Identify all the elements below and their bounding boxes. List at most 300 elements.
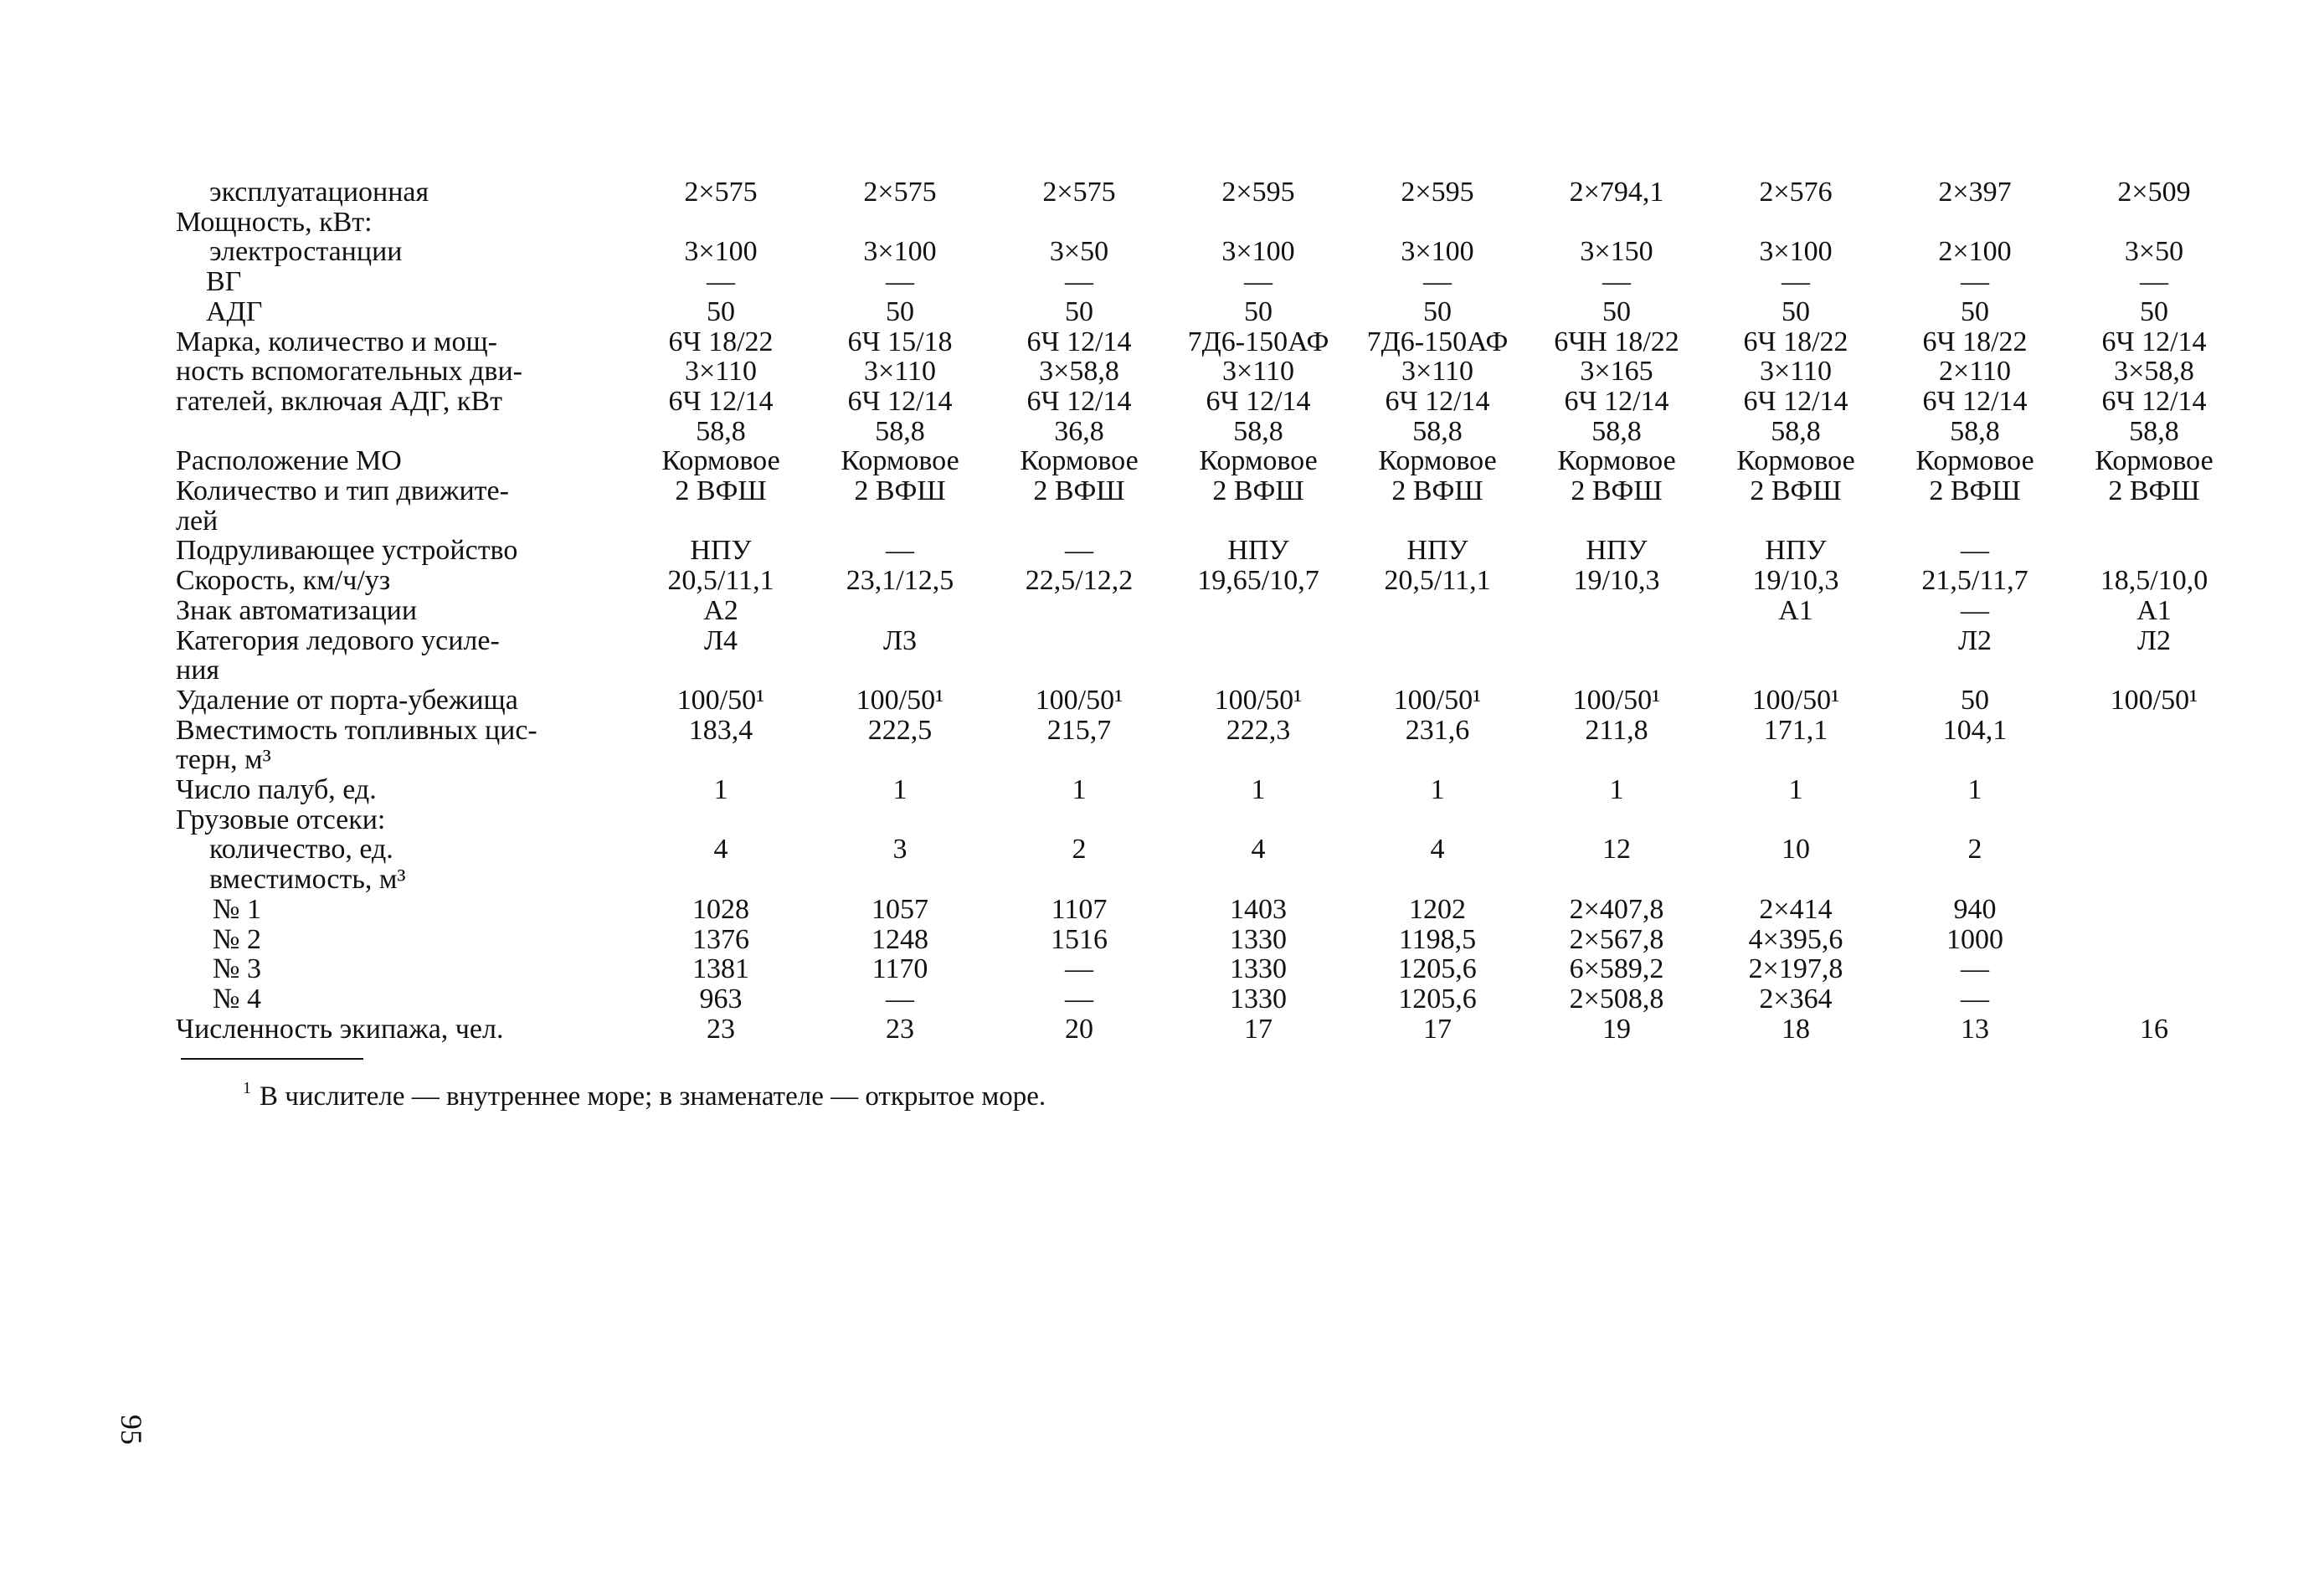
table-cell: 50 — [1782, 295, 1810, 327]
table-cell: 6Ч 15/18 — [847, 326, 953, 357]
table-cell: 10 — [1782, 834, 1810, 865]
table-cell: 3×110 — [1760, 356, 1832, 388]
table-cell: НПУ — [1227, 535, 1289, 567]
page-number: 95 — [115, 1415, 148, 1445]
table-cell: А1 — [2136, 594, 2172, 626]
table-cell — [631, 208, 810, 238]
table-cell — [810, 655, 990, 686]
table-cell: 20 — [1065, 1013, 1093, 1045]
table-cell: 100/50¹ — [676, 684, 765, 716]
table-cell: 58,8 — [1771, 415, 1821, 447]
table-cell: — — [1065, 953, 1093, 985]
table-cell: 1170 — [872, 953, 928, 985]
table-cell: 19/10,3 — [1752, 565, 1839, 597]
table-cell: 100/50¹ — [1393, 684, 1482, 716]
table-cell: 12 — [1602, 834, 1631, 865]
table-cell: 6×589,2 — [1569, 953, 1664, 985]
table-cell: 2×197,8 — [1748, 953, 1843, 985]
table-cell: НПУ — [1586, 535, 1648, 567]
row-label: гателей, включая АДГ, кВт — [176, 385, 502, 417]
table-cell: 2×110 — [1939, 356, 2011, 388]
table-cell — [1885, 208, 2064, 238]
table-row — [176, 954, 2244, 984]
table-cell: НПУ — [1406, 535, 1468, 567]
table-cell — [1706, 506, 1885, 537]
table-cell: 2×794,1 — [1569, 177, 1664, 208]
table-cell — [631, 655, 810, 686]
table-cell: 3×100 — [684, 236, 758, 268]
table-row — [176, 417, 2244, 447]
table-row — [176, 267, 2244, 297]
table-cell: 58,8 — [696, 415, 746, 447]
table-cell — [990, 506, 1169, 537]
table-cell: 2 ВФШ — [1571, 475, 1663, 507]
table-cell: 16 — [2140, 1013, 2168, 1045]
table-cell: — — [1782, 266, 1810, 298]
table-cell: 4×395,6 — [1748, 923, 1843, 955]
table-cell: 4 — [1430, 834, 1445, 865]
table-cell — [990, 626, 1169, 656]
table-cell: 222,3 — [1226, 714, 1291, 746]
table-cell — [1169, 865, 1348, 895]
table-cell — [810, 865, 990, 895]
table-cell: 50 — [1961, 295, 1989, 327]
table-cell: 100/50¹ — [1572, 684, 1661, 716]
table-cell — [1348, 596, 1527, 626]
table-cell: 1 — [713, 774, 728, 806]
table-cell — [1348, 506, 1527, 537]
table-cell: 2×414 — [1759, 893, 1833, 925]
row-label: Количество и тип движите- — [176, 475, 509, 507]
table-cell: 6Ч 12/14 — [2101, 385, 2207, 417]
table-cell: Л2 — [1957, 624, 1992, 656]
table-cell — [990, 655, 1169, 686]
table-cell — [1706, 208, 1885, 238]
table-cell — [1885, 745, 2064, 775]
row-label: Вместимость топливных цис- — [176, 714, 537, 746]
table-cell: 2×576 — [1759, 177, 1833, 208]
table-cell — [1348, 626, 1527, 656]
table-cell: 6Ч 18/22 — [668, 326, 774, 357]
table-cell: 1202 — [1409, 893, 1466, 925]
table-cell: 2 ВФШ — [1391, 475, 1483, 507]
table-cell: 2 ВФШ — [675, 475, 767, 507]
table-row — [176, 446, 2244, 476]
row-label: Численность экипажа, чел. — [176, 1013, 504, 1045]
table-cell: 1 — [1072, 774, 1087, 806]
table-cell: 58,8 — [2129, 415, 2179, 447]
table-cell: 6ЧН 18/22 — [1554, 326, 1679, 357]
table-cell: 1381 — [692, 953, 749, 985]
table-row — [176, 327, 2244, 357]
row-label: эксплуатационная — [209, 177, 429, 208]
row-label: Категория ледового усиле- — [176, 624, 500, 656]
table-cell: 50 — [1602, 295, 1631, 327]
table-row — [176, 865, 2244, 895]
table-cell — [2064, 984, 2244, 1014]
table-cell: 6Ч 12/14 — [1922, 385, 2028, 417]
table-cell — [1706, 865, 1885, 895]
row-label: АДГ — [206, 295, 263, 327]
table-cell: 58,8 — [1950, 415, 2000, 447]
table-cell — [810, 506, 990, 537]
table-cell: 58,8 — [1233, 415, 1283, 447]
table-cell: — — [1065, 535, 1093, 567]
table-cell: 1205,6 — [1398, 953, 1477, 985]
table-cell: 2×397 — [1938, 177, 2012, 208]
table-cell — [1348, 805, 1527, 835]
footnote — [243, 1071, 1046, 1113]
table-cell — [2064, 745, 2244, 775]
table-cell: 2×595 — [1221, 177, 1295, 208]
table-cell: 19/10,3 — [1573, 565, 1660, 597]
table-cell: 23,1/12,5 — [846, 565, 954, 597]
table-row — [176, 925, 2244, 955]
table-cell: 2×100 — [1938, 236, 2012, 268]
table-cell: 6Ч 12/14 — [1385, 385, 1490, 417]
table-cell: 58,8 — [875, 415, 925, 447]
table-cell: НПУ — [1765, 535, 1827, 567]
table-row — [176, 805, 2244, 835]
table-cell: 1 — [1609, 774, 1624, 806]
table-cell — [1169, 655, 1348, 686]
table-cell: 2 ВФШ — [1750, 475, 1842, 507]
row-label: Подруливающее устройство — [176, 535, 518, 567]
table-row — [176, 626, 2244, 656]
table-row — [176, 476, 2244, 506]
table-cell: 100/50¹ — [1751, 684, 1840, 716]
table-row — [176, 686, 2244, 716]
table-cell: 6Ч 12/14 — [668, 385, 774, 417]
table-cell: 3×110 — [1222, 356, 1294, 388]
table-cell: — — [1961, 535, 1989, 567]
table-cell — [2064, 954, 2244, 984]
table-cell — [810, 805, 990, 835]
table-cell — [1527, 626, 1706, 656]
table-cell — [1706, 745, 1885, 775]
table-cell — [1885, 805, 2064, 835]
table-row — [176, 745, 2244, 775]
table-row — [176, 237, 2244, 267]
table-cell — [810, 745, 990, 775]
table-cell: 6Ч 12/14 — [1026, 326, 1132, 357]
table-cell: 50 — [1961, 684, 1989, 716]
table-cell — [631, 865, 810, 895]
table-cell — [990, 745, 1169, 775]
table-cell: 1 — [1251, 774, 1266, 806]
table-cell — [1527, 596, 1706, 626]
table-cell — [2064, 805, 2244, 835]
row-label: вместимость, м³ — [209, 864, 406, 896]
table-cell — [1348, 865, 1527, 895]
table-cell: 3×165 — [1580, 356, 1653, 388]
table-cell: — — [1065, 266, 1093, 298]
table-cell — [1706, 805, 1885, 835]
table-cell — [1527, 655, 1706, 686]
table-row — [176, 835, 2244, 865]
table-cell: 3×100 — [1759, 236, 1833, 268]
table-cell: Кормовое — [1915, 445, 2034, 477]
table-cell: 18 — [1782, 1013, 1810, 1045]
table-cell — [990, 805, 1169, 835]
table-cell: — — [886, 983, 914, 1014]
table-cell: 3×100 — [1401, 236, 1474, 268]
table-cell: 1028 — [692, 893, 749, 925]
table-cell: 6Ч 18/22 — [1922, 326, 2028, 357]
table-cell — [2064, 865, 2244, 895]
row-label: Грузовые отсеки: — [176, 804, 386, 835]
table-cell — [1348, 208, 1527, 238]
table-cell: 100/50¹ — [856, 684, 944, 716]
table-cell — [1885, 506, 2064, 537]
table-cell: 3×110 — [1401, 356, 1473, 388]
table-cell: — — [886, 535, 914, 567]
row-label: № 2 — [213, 923, 261, 955]
table-cell — [1885, 865, 2064, 895]
table-row — [176, 984, 2244, 1014]
specifications-table — [176, 177, 2244, 1044]
table-cell: — — [1961, 953, 1989, 985]
table-cell: 6Ч 12/14 — [2101, 326, 2207, 357]
table-cell: 963 — [699, 983, 743, 1014]
table-cell: 1403 — [1230, 893, 1287, 925]
table-cell: 6Ч 12/14 — [1564, 385, 1669, 417]
table-cell: — — [1244, 266, 1273, 298]
table-cell: 7Д6-150АФ — [1366, 326, 1509, 357]
table-row — [176, 895, 2244, 925]
table-cell: 2 — [1072, 834, 1087, 865]
row-label: ния — [176, 655, 220, 686]
row-label — [176, 417, 631, 447]
table-cell: Кормовое — [661, 445, 780, 477]
row-label: ВГ — [206, 266, 242, 298]
table-cell: 50 — [886, 295, 914, 327]
table-cell: 50 — [1065, 295, 1093, 327]
table-cell — [2064, 506, 2244, 537]
table-cell: Кормовое — [1020, 445, 1139, 477]
table-cell: Кормовое — [1199, 445, 1318, 477]
table-cell: 1 — [1967, 774, 1982, 806]
table-cell: 20,5/11,1 — [1384, 565, 1491, 597]
table-cell — [2064, 835, 2244, 865]
table-cell — [1169, 626, 1348, 656]
table-cell: 1198,5 — [1398, 923, 1477, 955]
table-row — [176, 297, 2244, 327]
table-cell: — — [1423, 266, 1452, 298]
table-cell: 7Д6-150АФ — [1187, 326, 1329, 357]
table-cell: 1376 — [692, 923, 749, 955]
table-cell — [1527, 745, 1706, 775]
table-cell: 940 — [1953, 893, 1997, 925]
specifications-table-body — [176, 177, 2244, 1044]
table-cell: 50 — [1423, 295, 1452, 327]
table-cell: 1330 — [1230, 953, 1287, 985]
table-row — [176, 716, 2244, 746]
table-cell: 3×110 — [685, 356, 757, 388]
row-label: № 1 — [213, 893, 261, 925]
table-cell: 22,5/12,2 — [1025, 565, 1134, 597]
table-cell: — — [1961, 983, 1989, 1014]
table-cell — [2064, 895, 2244, 925]
table-cell: 2 ВФШ — [2108, 475, 2200, 507]
table-cell: 183,4 — [688, 714, 753, 746]
footnote-text: В числителе — внутреннее море; в знаменателе — открытое море. — [260, 1081, 1046, 1112]
table-cell: 3×100 — [1221, 236, 1295, 268]
row-label: Марка, количество и мощ- — [176, 326, 497, 357]
table-cell: 1330 — [1230, 923, 1287, 955]
table-cell: 2 ВФШ — [1033, 475, 1125, 507]
table-cell: 171,1 — [1763, 714, 1828, 746]
table-cell: 2 ВФШ — [1212, 475, 1304, 507]
row-label: Знак автоматизации — [176, 594, 418, 626]
table-cell — [1706, 626, 1885, 656]
table-cell — [1706, 655, 1885, 686]
table-cell: — — [1602, 266, 1631, 298]
row-label: лей — [176, 505, 219, 537]
footnote-marker: 1 — [243, 1079, 251, 1097]
table-row — [176, 1014, 2244, 1045]
table-cell: 23 — [886, 1013, 914, 1045]
table-cell: 21,5/11,7 — [1921, 565, 2028, 597]
row-label: № 3 — [213, 953, 261, 985]
table-cell: 23 — [707, 1013, 735, 1045]
table-cell: 13 — [1961, 1013, 1989, 1045]
table-row — [176, 506, 2244, 537]
table-cell: 3×58,8 — [1039, 356, 1119, 388]
table-cell: 6Ч 12/14 — [847, 385, 953, 417]
table-cell: — — [707, 266, 735, 298]
table-cell: А2 — [703, 594, 738, 626]
table-cell: 2×575 — [863, 177, 937, 208]
table-cell — [2064, 655, 2244, 686]
table-cell — [2064, 775, 2244, 805]
table-cell: 1107 — [1051, 893, 1108, 925]
table-cell: 4 — [1251, 834, 1266, 865]
table-cell: — — [1961, 266, 1989, 298]
table-cell: 4 — [713, 834, 728, 865]
table-cell: 2×567,8 — [1569, 923, 1664, 955]
table-cell: 6Ч 12/14 — [1026, 385, 1132, 417]
table-cell: Л3 — [882, 624, 918, 656]
table-cell: 6Ч 12/14 — [1206, 385, 1311, 417]
row-label: количество, ед. — [209, 834, 393, 865]
table-cell: 211,8 — [1585, 714, 1648, 746]
table-cell: 3×110 — [864, 356, 936, 388]
table-cell: 1 — [1788, 774, 1803, 806]
table-cell: 58,8 — [1412, 415, 1463, 447]
row-label: электростанции — [209, 236, 403, 268]
table-cell: — — [1065, 983, 1093, 1014]
row-label: Расположение МО — [176, 445, 402, 477]
table-cell: 19 — [1602, 1013, 1631, 1045]
table-cell: — — [1961, 594, 1989, 626]
table-cell: 3×100 — [863, 236, 937, 268]
table-cell: 2×407,8 — [1569, 893, 1664, 925]
table-cell: 36,8 — [1054, 415, 1104, 447]
table-cell: 3×50 — [2124, 236, 2184, 268]
table-row — [176, 536, 2244, 566]
table-row — [176, 655, 2244, 686]
table-cell: Л4 — [703, 624, 738, 656]
table-cell: 3 — [892, 834, 907, 865]
table-cell: 2×575 — [1042, 177, 1116, 208]
table-cell: 100/50¹ — [1214, 684, 1303, 716]
table-cell: 19,65/10,7 — [1197, 565, 1319, 597]
table-cell — [990, 596, 1169, 626]
table-cell: 1 — [1430, 774, 1445, 806]
table-cell: 2×364 — [1759, 983, 1833, 1014]
table-cell — [2064, 925, 2244, 955]
row-label: ность вспомогательных дви- — [176, 356, 522, 388]
table-cell — [1885, 655, 2064, 686]
table-cell — [1527, 506, 1706, 537]
table-cell — [1527, 208, 1706, 238]
table-cell — [810, 208, 990, 238]
table-cell: 17 — [1423, 1013, 1452, 1045]
row-label: терн, м³ — [176, 744, 271, 776]
footnote-separator — [181, 1058, 363, 1060]
table-cell — [1169, 208, 1348, 238]
table-cell: — — [2140, 266, 2168, 298]
table-cell — [1348, 655, 1527, 686]
table-cell: 2×575 — [684, 177, 758, 208]
table-cell: Кормовое — [1378, 445, 1497, 477]
table-cell — [631, 805, 810, 835]
table-cell — [990, 865, 1169, 895]
table-cell: 215,7 — [1046, 714, 1112, 746]
table-cell: 100/50¹ — [2110, 684, 2198, 716]
table-cell — [1527, 865, 1706, 895]
table-cell: 50 — [2140, 295, 2168, 327]
row-label: Скорость, км/ч/уз — [176, 565, 391, 597]
row-label: № 4 — [213, 983, 261, 1014]
table-cell: 58,8 — [1591, 415, 1642, 447]
table-row — [176, 596, 2244, 626]
table-cell: Кормовое — [1557, 445, 1676, 477]
table-cell: Л2 — [2136, 624, 2172, 656]
row-label: Удаление от порта-убежища — [176, 684, 518, 716]
table-cell: — — [886, 266, 914, 298]
table-cell: 1205,6 — [1398, 983, 1477, 1014]
table-cell — [810, 596, 990, 626]
table-cell — [1169, 506, 1348, 537]
table-cell: НПУ — [690, 535, 752, 567]
table-cell: 20,5/11,1 — [667, 565, 774, 597]
table-cell — [1169, 805, 1348, 835]
table-cell: 3×50 — [1049, 236, 1109, 268]
table-row — [176, 775, 2244, 805]
row-label: Мощность, кВт: — [176, 206, 373, 238]
table-cell — [1527, 805, 1706, 835]
table-row — [176, 208, 2244, 238]
table-cell — [2064, 208, 2244, 238]
table-cell: 100/50¹ — [1035, 684, 1123, 716]
table-cell: 2×508,8 — [1569, 983, 1664, 1014]
table-row — [176, 177, 2244, 208]
table-cell: 222,5 — [867, 714, 933, 746]
table-cell: 18,5/10,0 — [2100, 565, 2208, 597]
table-cell: А1 — [1778, 594, 1813, 626]
table-cell: 231,6 — [1405, 714, 1470, 746]
table-cell — [1348, 745, 1527, 775]
table-cell: 1248 — [872, 923, 928, 955]
table-cell: 2×595 — [1401, 177, 1474, 208]
table-cell: 104,1 — [1942, 714, 2008, 746]
table-cell: Кормовое — [841, 445, 959, 477]
table-cell: 6Ч 12/14 — [1743, 385, 1848, 417]
table-cell: 50 — [707, 295, 735, 327]
row-label: Число палуб, ед. — [176, 774, 377, 806]
